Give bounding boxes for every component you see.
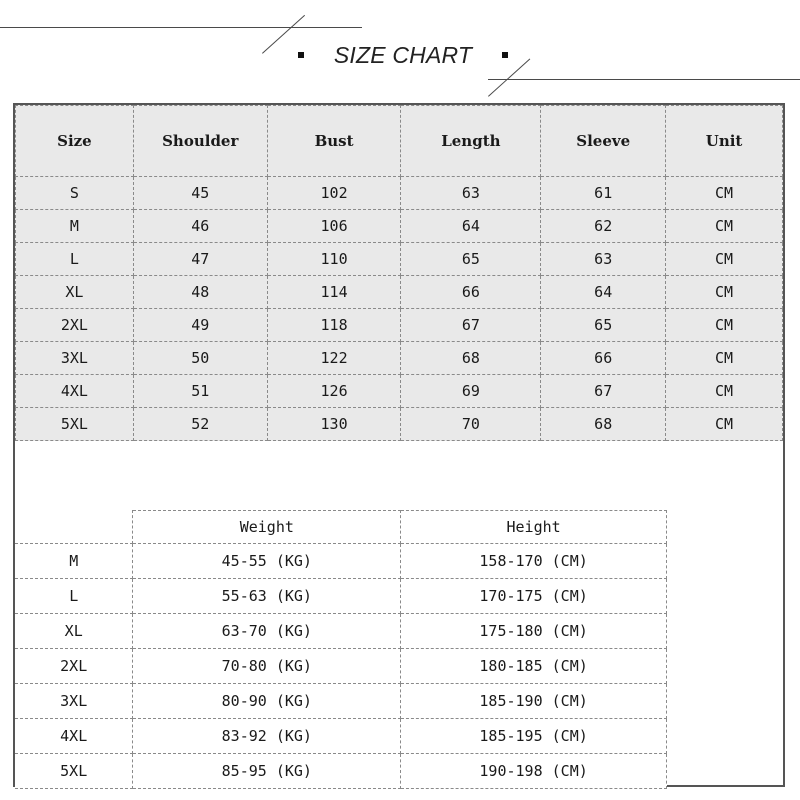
table-cell: 50 [133, 342, 267, 375]
table-cell: 4XL [15, 719, 133, 754]
table-cell: L [15, 579, 133, 614]
table-cell: 70 [401, 408, 541, 441]
table-cell: 106 [267, 210, 401, 243]
table-row [15, 544, 667, 579]
column-header: Sleeve [541, 106, 666, 177]
table-cell: 64 [401, 210, 541, 243]
table-cell: 3XL [16, 342, 134, 375]
column-header: Unit [666, 106, 783, 177]
table-cell: 61 [541, 177, 666, 210]
column-header: Height [401, 511, 667, 544]
table-row [15, 754, 667, 789]
table-row [15, 579, 667, 614]
table-cell: 69 [401, 375, 541, 408]
table-cell: 67 [401, 309, 541, 342]
bullet-square-icon [502, 52, 508, 58]
table-cell: 63 [401, 177, 541, 210]
table-row [16, 177, 783, 210]
table-cell: M [16, 210, 134, 243]
table-cell: 126 [267, 375, 401, 408]
weight-height-table [15, 510, 667, 789]
table-cell: 55-63 (KG) [133, 579, 401, 614]
table-cell: 180-185 (CM) [401, 649, 667, 684]
table-row [15, 614, 667, 649]
table-cell: CM [666, 276, 783, 309]
table-cell: 185-195 (CM) [401, 719, 667, 754]
bullet-square-icon [298, 52, 304, 58]
table-cell: CM [666, 375, 783, 408]
table-row [16, 210, 783, 243]
table-cell: 5XL [15, 754, 133, 789]
table-cell: M [15, 544, 133, 579]
table-cell: 85-95 (KG) [133, 754, 401, 789]
column-header: Shoulder [133, 106, 267, 177]
table-cell: 83-92 (KG) [133, 719, 401, 754]
table-row [16, 342, 783, 375]
page-title: SIZE CHART [333, 41, 473, 68]
table-row [16, 309, 783, 342]
table-cell: 5XL [16, 408, 134, 441]
table-row [15, 719, 667, 754]
table-cell: 64 [541, 276, 666, 309]
table-header-row [16, 106, 783, 177]
table-cell: CM [666, 408, 783, 441]
table-cell: CM [666, 177, 783, 210]
table-cell: 4XL [16, 375, 134, 408]
table-row [16, 243, 783, 276]
table-cell: S [16, 177, 134, 210]
table-cell: 185-190 (CM) [401, 684, 667, 719]
column-header: Weight [133, 511, 401, 544]
column-header: Size [16, 106, 134, 177]
table-cell: 68 [401, 342, 541, 375]
table-cell: 49 [133, 309, 267, 342]
table-cell: 70-80 (KG) [133, 649, 401, 684]
table-cell: CM [666, 243, 783, 276]
table-cell: 118 [267, 309, 401, 342]
table-cell: 63 [541, 243, 666, 276]
table-cell: 47 [133, 243, 267, 276]
table-cell: 62 [541, 210, 666, 243]
table-cell: 68 [541, 408, 666, 441]
table-cell: 110 [267, 243, 401, 276]
table-cell: 2XL [15, 649, 133, 684]
title-block [298, 40, 508, 70]
table-cell: L [16, 243, 134, 276]
table-cell: CM [666, 309, 783, 342]
table-header-row [15, 511, 667, 544]
column-header: Length [401, 106, 541, 177]
table-cell: 48 [133, 276, 267, 309]
table-cell: 63-70 (KG) [133, 614, 401, 649]
table-cell: CM [666, 210, 783, 243]
table-cell: 190-198 (CM) [401, 754, 667, 789]
table-cell: 52 [133, 408, 267, 441]
table-cell: 3XL [15, 684, 133, 719]
table-cell: 2XL [16, 309, 134, 342]
table-cell: 46 [133, 210, 267, 243]
table-cell: 66 [541, 342, 666, 375]
table-row [15, 649, 667, 684]
table-row [15, 684, 667, 719]
table-cell: XL [16, 276, 134, 309]
table-row [16, 276, 783, 309]
table-cell: 51 [133, 375, 267, 408]
table-cell: 175-180 (CM) [401, 614, 667, 649]
table-cell: 114 [267, 276, 401, 309]
table-cell: 130 [267, 408, 401, 441]
size-measurement-table [15, 105, 783, 441]
column-header [15, 511, 133, 544]
table-cell: 122 [267, 342, 401, 375]
table-cell: 158-170 (CM) [401, 544, 667, 579]
table-cell: 65 [541, 309, 666, 342]
table-cell: CM [666, 342, 783, 375]
table-row [16, 408, 783, 441]
table-cell: 45-55 (KG) [133, 544, 401, 579]
table-cell: 45 [133, 177, 267, 210]
table-cell: 102 [267, 177, 401, 210]
table-row [16, 375, 783, 408]
table-cell: 66 [401, 276, 541, 309]
header-line-right [488, 79, 800, 80]
table-cell: 80-90 (KG) [133, 684, 401, 719]
header-line-left [0, 27, 362, 28]
table-cell: XL [15, 614, 133, 649]
table-cell: 67 [541, 375, 666, 408]
table-cell: 65 [401, 243, 541, 276]
table-cell: 170-175 (CM) [401, 579, 667, 614]
column-header: Bust [267, 106, 401, 177]
